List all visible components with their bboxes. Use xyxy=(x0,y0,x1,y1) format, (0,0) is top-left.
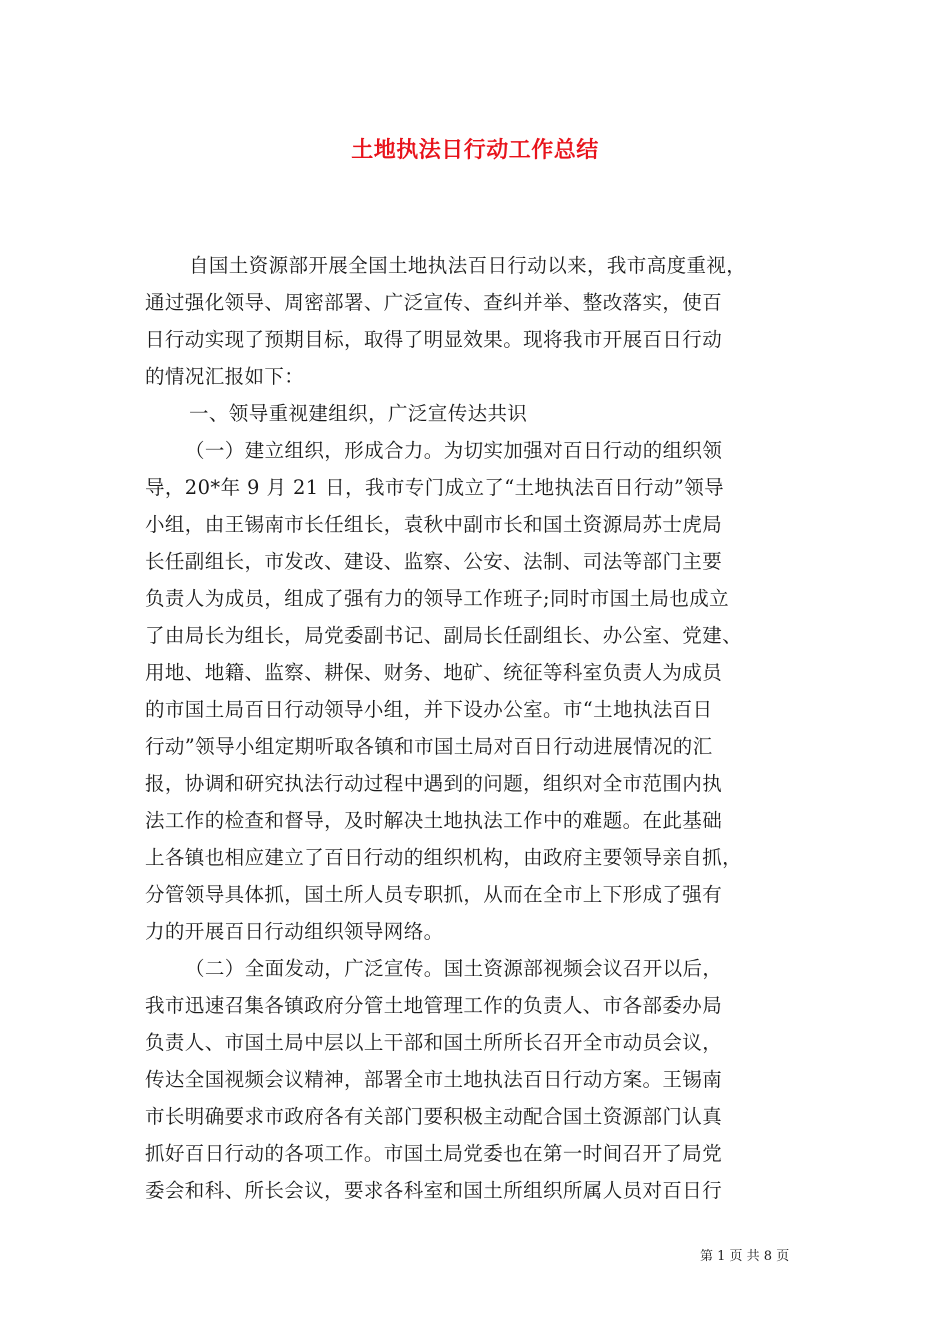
text-line: 报，协调和研究执法行动过程中遇到的问题，组织对全市范围内执 xyxy=(145,772,723,795)
text-line: 的市国土局百日行动领导小组，并下设办公室。市“土地执法百日 xyxy=(145,698,713,721)
text-line: 委会和科、所长会议，要求各科室和国土所组织所属人员对百日行 xyxy=(145,1179,723,1202)
page-number: 第 1 页 共 8 页 xyxy=(700,1249,790,1264)
text-line: 负责人、市国土局中层以上干部和国土所所长召开全市动员会议， xyxy=(145,1031,723,1054)
text-line: 抓好百日行动的各项工作。市国土局党委也在第一时间召开了局党 xyxy=(145,1142,723,1165)
text-line: 负责人为成员，组成了强有力的领导工作班子;同时市国土局也成立 xyxy=(145,587,730,610)
document-body xyxy=(145,247,811,1209)
subsection-heading-line: （一）建立组织，形成合力。为切实加强对百日行动的组织领 xyxy=(185,439,723,462)
text-line: 法工作的检查和督导，及时解决土地执法工作中的难题。在此基础 xyxy=(145,809,723,832)
subsection-heading-line: （二）全面发动，广泛宣传。国土资源部视频会议召开以后， xyxy=(185,957,723,980)
text-line: 市长明确要求市政府各有关部门要积极主动配合国土资源部门认真 xyxy=(145,1105,723,1128)
text-line: 长任副组长，市发改、建设、监察、公安、法制、司法等部门主要 xyxy=(145,550,723,573)
text-line: 我市迅速召集各镇政府分管土地管理工作的负责人、市各部委办局 xyxy=(145,994,723,1017)
text-line: 行动”领导小组定期听取各镇和市国土局对百日行动进展情况的汇 xyxy=(145,735,713,758)
section-heading: 一、领导重视建组织，广泛宣传达共识 xyxy=(189,402,528,425)
text-line: 力的开展百日行动组织领导网络。 xyxy=(145,920,444,943)
text-line: 通过强化领导、周密部署、广泛宣传、查纠并举、整改落实，使百 xyxy=(145,291,723,314)
text-line: 用地、地籍、监察、耕保、财务、地矿、统征等科室负责人为成员 xyxy=(145,661,723,684)
text-line: 分管领导具体抓，国土所人员专职抓，从而在全市上下形成了强有 xyxy=(145,883,723,906)
text-line: 日行动实现了预期目标，取得了明显效果。现将我市开展百日行动 xyxy=(145,328,723,351)
text-line: 的情况汇报如下： xyxy=(145,365,305,388)
text-line: 传达全国视频会议精神，部署全市土地执法百日行动方案。王锡南 xyxy=(145,1068,723,1091)
document-title: 土地执法日行动工作总结 xyxy=(351,137,599,163)
text-line: 小组，由王锡南市长任组长，袁秋中副市长和国土资源局苏士虎局 xyxy=(145,513,723,536)
text-line: 导，20*年 9 月 21 日，我市专门成立了“土地执法百日行动”领导 xyxy=(145,476,725,499)
text-line: 了由局长为组长，局党委副书记、副局长任副组长、办公室、党建、 xyxy=(145,624,743,647)
text-line: 上各镇也相应建立了百日行动的组织机构，由政府主要领导亲自抓， xyxy=(145,846,743,869)
text-line: 自国土资源部开展全国土地执法百日行动以来，我市高度重视， xyxy=(189,254,747,277)
